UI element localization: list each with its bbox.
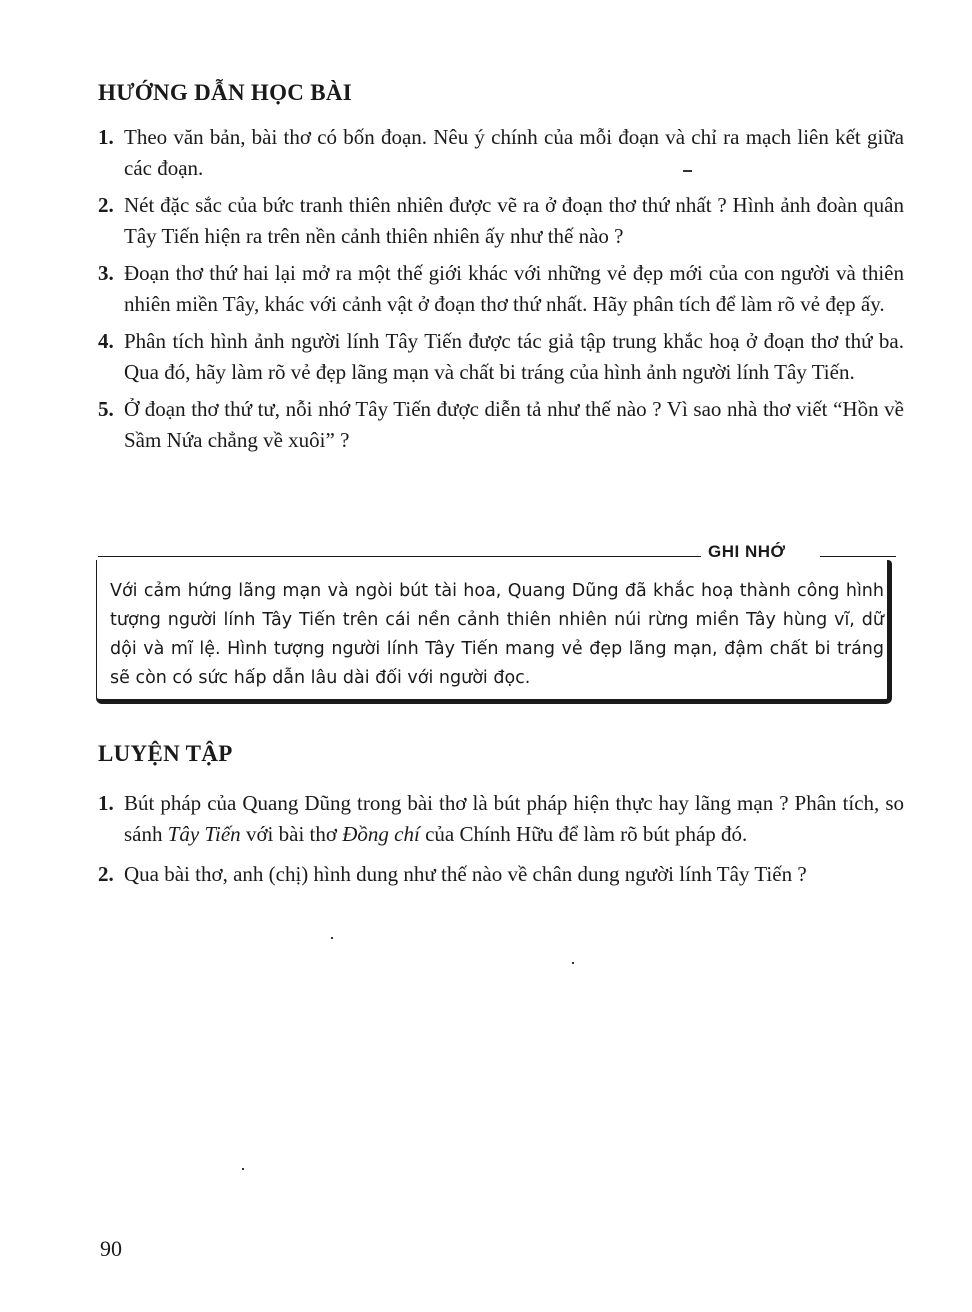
practice-question-list <box>98 788 904 899</box>
question-number: 1. <box>98 791 114 815</box>
list-item <box>98 190 904 252</box>
question-text: Qua bài thơ, anh (chị) hình dung như thế nào về chân dung người lính Tây Tiến ? <box>124 862 807 886</box>
section-heading-practice: LUYỆN TẬP <box>98 741 233 766</box>
memo-text: Với cảm hứng lãng mạn và ngòi bút tài hoa, Quang Dũng đã khắc hoạ thành công hình tượng người lính Tây Tiến trên cái nền cảnh thiên nhiên núi rừng miền Tây hùng vĩ, dữ dội và mĩ lệ. Hình tượng người lính Tây Tiến mang vẻ đẹp lãng mạn, đậm chất bi tráng sẽ còn có sức hấp dẫn lâu dài đối với người đọc. <box>110 581 884 688</box>
scan-speck <box>331 937 333 939</box>
work-title-dong-chi: Đồng chí <box>342 822 420 846</box>
divider <box>98 556 701 557</box>
question-text <box>124 791 904 846</box>
question-number: 2. <box>98 862 114 886</box>
question-text: Đoạn thơ thứ hai lại mở ra một thế giới khác với những vẻ đẹp mới của con người và thiên nhiên miền Tây, khác với cảnh vật ở đoạn thơ thứ nhất. Hãy phân tích để làm rõ vẻ đẹp ấy. <box>124 261 904 316</box>
work-title-tay-tien: Tây Tiến <box>167 822 241 846</box>
question-text-part: của Chính Hữu để làm rõ bút pháp đó. <box>419 822 748 846</box>
question-text: Ở đoạn thơ thứ tư, nỗi nhớ Tây Tiến được diễn tả như thế nào ? Vì sao nhà thơ viết “Hồn về Sầm Nứa chẳng về xuôi” ? <box>124 397 904 452</box>
question-text-part: Bút pháp của Quang Dũng trong bài thơ là bút pháp hiện thực hay lãng mạn ? Phân tích, so sánh <box>124 791 904 846</box>
question-text: Nét đặc sắc của bức tranh thiên nhiên được vẽ ra ở đoạn thơ thứ nhất ? Hình ảnh đoàn quân Tây Tiến hiện ra trên nền cảnh thiên nhiên ấy như thế nào ? <box>124 193 904 248</box>
divider <box>820 556 896 557</box>
list-item <box>98 394 904 456</box>
list-item <box>98 859 904 890</box>
question-number: 2. <box>98 193 114 217</box>
scan-speck <box>683 170 692 172</box>
question-number: 5. <box>98 397 114 421</box>
list-item <box>98 326 904 388</box>
list-item <box>98 122 904 184</box>
question-text: Theo văn bản, bài thơ có bốn đoạn. Nêu ý chính của mỗi đoạn và chỉ ra mạch liên kết giữa các đoạn. <box>124 125 904 180</box>
question-text: Phân tích hình ảnh người lính Tây Tiến được tác giả tập trung khắc hoạ ở đoạn thơ thứ ba. Qua đó, hãy làm rõ vẻ đẹp lãng mạn và chất bi tráng của hình ảnh người lính Tây Tiến. <box>124 329 904 384</box>
study-guide-question-list <box>98 122 904 462</box>
list-item <box>98 788 904 850</box>
scan-speck <box>242 1168 244 1170</box>
question-number: 3. <box>98 261 114 285</box>
question-number: 1. <box>98 125 114 149</box>
scan-speck <box>572 962 574 964</box>
page-number: 90 <box>100 1236 122 1261</box>
memo-title: GHI NHỚ <box>708 542 786 561</box>
question-text-part: với bài thơ <box>240 822 343 846</box>
question-number: 4. <box>98 329 114 353</box>
section-heading-study-guide: HƯỚNG DẪN HỌC BÀI <box>98 80 353 105</box>
list-item <box>98 258 904 320</box>
